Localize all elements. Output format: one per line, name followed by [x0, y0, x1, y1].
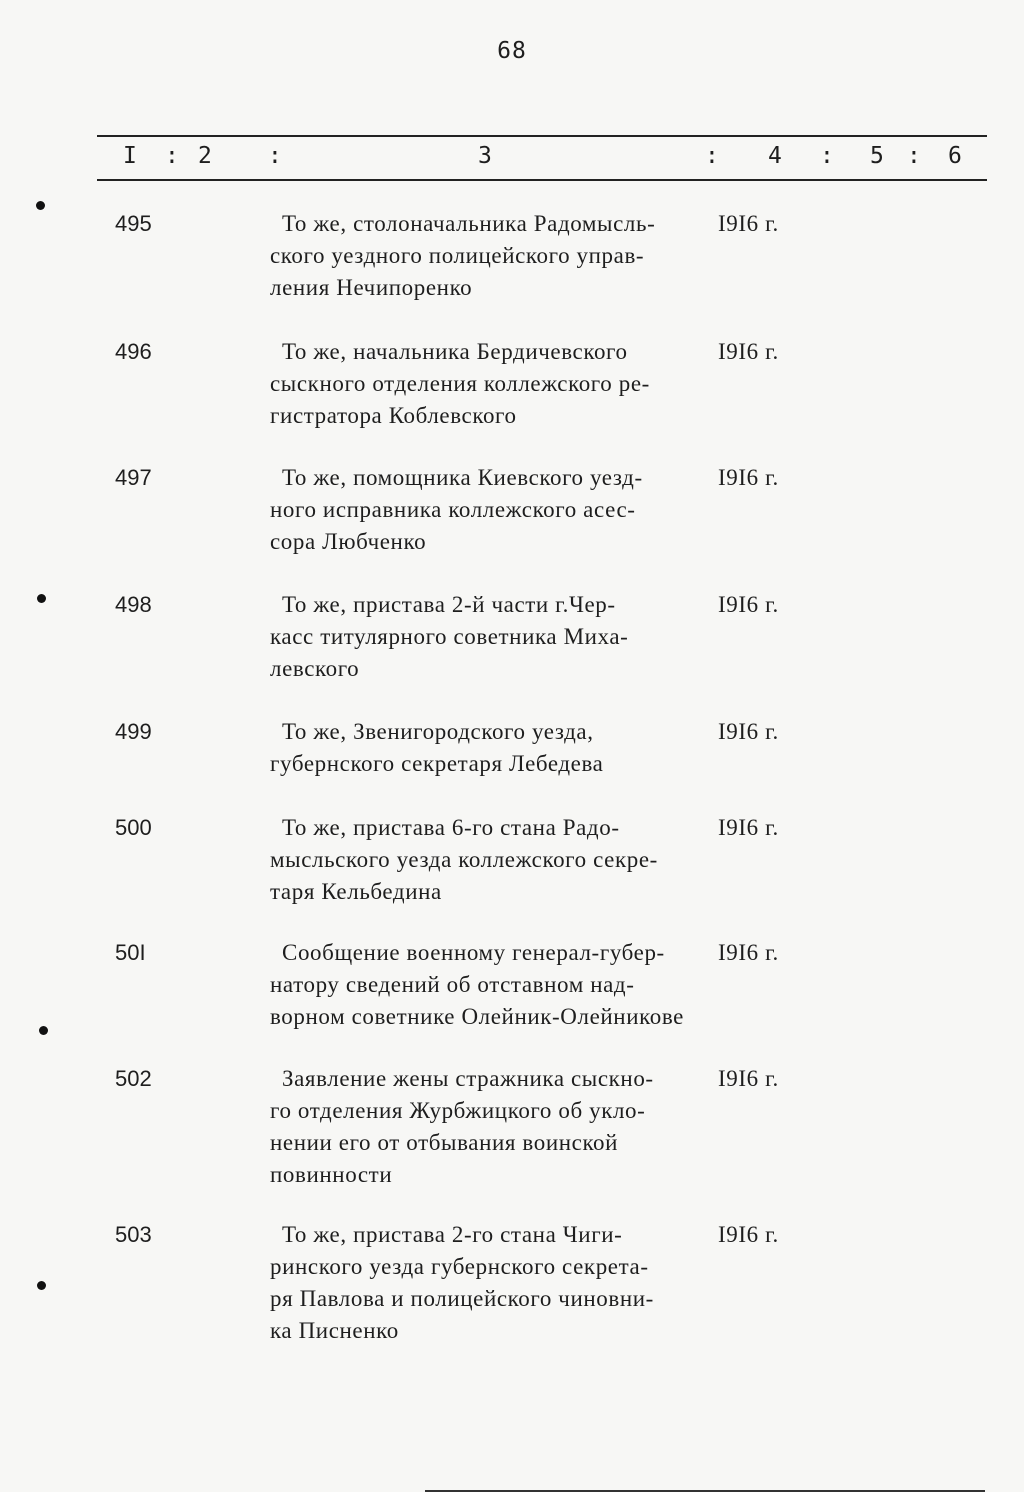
column-header-4: 4 [768, 143, 782, 169]
record-description [270, 462, 730, 558]
record-description-line: гистратора Коблевского [270, 403, 517, 428]
record-description-line: касс титулярного советника Миха- [270, 624, 629, 649]
record-description-line: го отделения Журбжицкого об укло- [270, 1098, 646, 1123]
record-number: 502 [115, 1066, 152, 1091]
record-description [270, 716, 730, 780]
record-description-line: губернского секретаря Лебедева [270, 751, 604, 776]
column-separator: : [705, 143, 719, 169]
column-header-5: 5 [870, 143, 884, 169]
record-number: 503 [115, 1222, 152, 1247]
page-number: 68 [497, 38, 527, 64]
record-description-line: натору сведений об отставном над- [270, 972, 635, 997]
punch-hole-mark [37, 594, 46, 603]
record-description-line: То же, столоначальника Радомысль- [282, 211, 656, 236]
record-number: 498 [115, 592, 152, 617]
record-date: I9I6 г. [718, 339, 779, 364]
record-date: I9I6 г. [718, 1222, 779, 1247]
record-number: 499 [115, 719, 152, 744]
column-header-2: 2 [198, 143, 212, 169]
record-date: I9I6 г. [718, 211, 779, 236]
record-description-line: таря Кельбедина [270, 879, 442, 904]
record-description-line: То же, начальника Бердичевского [282, 339, 628, 364]
column-separator: : [907, 143, 921, 169]
record-description [270, 1063, 730, 1191]
record-description-line: То же, пристава 2-й части г.Чер- [282, 592, 616, 617]
record-description-line: ринского уезда губернского секрета- [270, 1254, 649, 1279]
record-description-line: Заявление жены стражника сыскно- [282, 1066, 654, 1091]
record-description-line: сора Любченко [270, 529, 427, 554]
record-date: I9I6 г. [718, 592, 779, 617]
record-description-line: ка Писненко [270, 1318, 399, 1343]
record-description-line: ного исправника коллежского асес- [270, 497, 636, 522]
record-description-line: ворном советнике Олейник-Олейникове [270, 1004, 684, 1029]
record-description-line: То же, пристава 2-го стана Чиги- [282, 1222, 623, 1247]
column-header-6: 6 [948, 143, 962, 169]
record-date: I9I6 г. [718, 465, 779, 490]
record-description-line: сыскного отделения коллежского ре- [270, 371, 650, 396]
record-description-line: повинности [270, 1162, 393, 1187]
column-separator: : [268, 143, 282, 169]
record-number: 500 [115, 815, 152, 840]
record-description-line: ря Павлова и полицейского чиновни- [270, 1286, 654, 1311]
column-header-3: 3 [478, 143, 492, 169]
record-description-line: ления Нечипоренко [270, 275, 473, 300]
record-description-line: нении его от отбывания воинской [270, 1130, 619, 1155]
record-number: 495 [115, 211, 152, 236]
record-description-line: Сообщение военному генерал-губер- [282, 940, 665, 965]
punch-hole-mark [37, 1281, 46, 1290]
record-description [270, 937, 730, 1033]
record-description [270, 1219, 730, 1347]
punch-hole-mark [36, 201, 45, 210]
record-description-line: То же, помощника Киевского уезд- [282, 465, 643, 490]
record-description-line: То же, пристава 6-го стана Радо- [282, 815, 620, 840]
record-description [270, 336, 730, 432]
record-description-line: левского [270, 656, 360, 681]
record-date: I9I6 г. [718, 815, 779, 840]
record-date: I9I6 г. [718, 1066, 779, 1091]
column-separator: : [820, 143, 834, 169]
column-header-1: I [123, 143, 137, 169]
column-separator: : [165, 143, 179, 169]
record-number: 497 [115, 465, 152, 490]
record-number: 50I [115, 940, 146, 965]
record-description [270, 208, 730, 304]
record-description [270, 589, 730, 685]
record-date: I9I6 г. [718, 940, 779, 965]
record-description-line: мысльского уезда коллежского секре- [270, 847, 658, 872]
record-description-line: ского уездного полицейского управ- [270, 243, 645, 268]
record-description-line: То же, Звенигородского уезда, [282, 719, 594, 744]
punch-hole-mark [39, 1026, 48, 1035]
record-number: 496 [115, 339, 152, 364]
record-description [270, 812, 730, 908]
record-date: I9I6 г. [718, 719, 779, 744]
